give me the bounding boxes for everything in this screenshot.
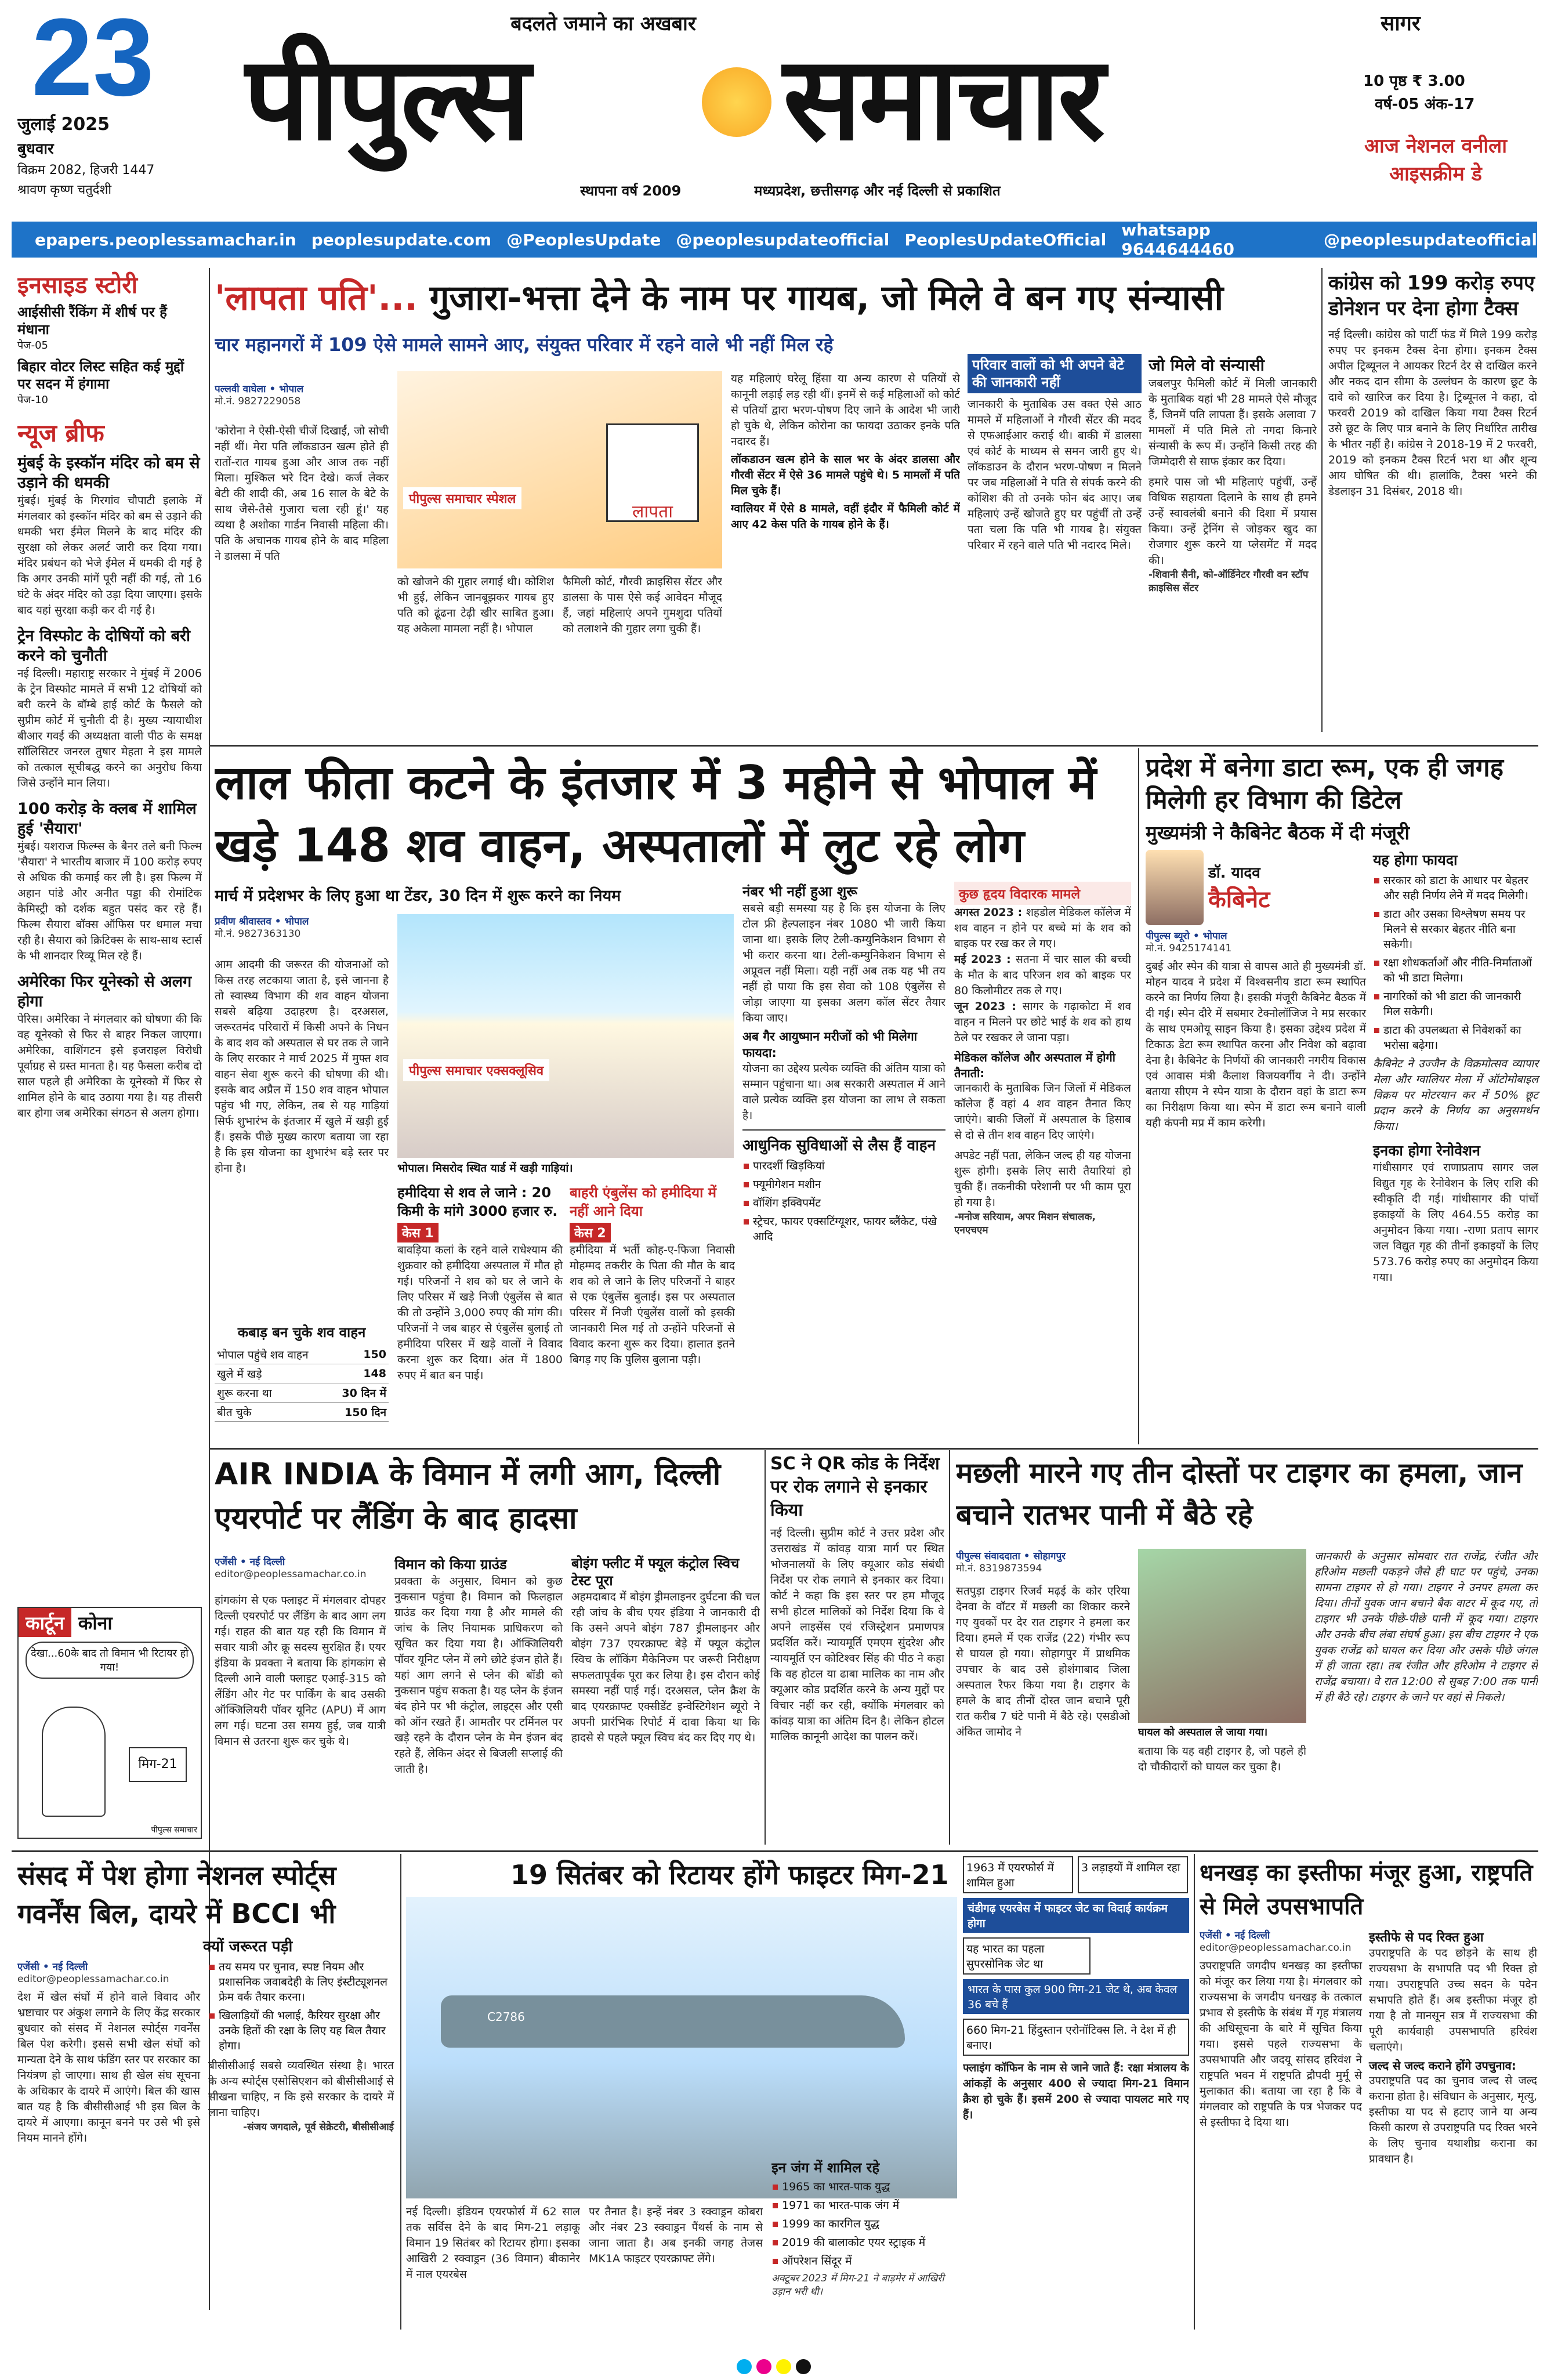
facility-item: पारदर्शी खिड़कियां bbox=[742, 1158, 945, 1173]
logo-pen-icon bbox=[702, 67, 771, 137]
inside-item-1: आईसीसी रैंकिंग में शीर्ष पर हैं मंधाना bbox=[17, 304, 167, 338]
mig-facts: 1963 में एयरफोर्स में शामिल हुआ 3 लड़ाइयों में शामिल रहा चंडीगढ़ एयरबेस में फाइटर जेट का विदाई कार्यक्रम होगा यह भारत का पहला सुपरसोनिक जेट था भारत के पास कुल 900 मिग-21 जेट थे, अब केवल 36 बचे हैं 660 मिग-21 हिंदुस्तान एरोनॉटिक्स लि. ने देश में ही बनाए। फ्लाइंग कॉफिन के नाम से जाने जाते हैं: रक्षा मंत्रालय के आंकड़ों के अनुसार 400 से ज्यादा मिग-21 विमान क्रैश हो चुके हैं। इसमें 200 से ज्यादा पायलट मारे गए हैं। bbox=[963, 1856, 1189, 2326]
social-bar bbox=[12, 222, 1537, 258]
story2-col-4: कुछ हृदय विदारक मामले अगस्त 2023 : शहडोल मेडिकल कॉलेज में शव वाहन न होने पर बच्चे मां के शव को बाइक पर रख कर ले गए। मई 2023 : सतना में चार साल की बच्ची के मौत के बाद परिजन शव को बाइक पर 80 किलोमीटर तक ले गए। जून 2023 : सागर के गढ़ाकोटा में शव वाहन न मिलने पर छोटे भाई के शव को हाथ ठेले पर रखकर ले जाना पड़ा। मेडिकल कॉलेज और अस्पताल में होगी तैनाती: जानकारी के मुताबिक जिन जिलों में मेडिकल कॉलेज हैं वहां 4 शव वाहन तैनात किए जाएंगे। बाकी जिलों में अस्पताल के हिसाब से दो से तीन शव वाहन दिए जाएंगे। अपडेट नहीं पता, लेकिन जल्द ही यह योजना शुरू होगी। इसके लिए सारी तैयारियां हो चुकी हैं। तकनीकी परेशानी पर भी काम पूरा हो गया है। -मनोज सरियाम, अपर मिशन संचालक, एनएचएम bbox=[954, 882, 1131, 1433]
dhankhar-story: धनखड़ का इस्तीफा मंजूर हुआ, राष्ट्रपति से मिले उपसभापति एजेंसी • नई दिल्ली editor@peoplessamachar.co.in उपराष्ट्रपति जगदीप धनखड़ का इस्तीफा को मंजूर कर लिया गया है। मंगलवार को राज्यसभा के जगदीप धनखड़ के तत्काल प्रभाव से इस्तीफे के संबंध में गृह मंत्रालय की अधिसूचना के बारे में सूचित किया गया। इससे पहले राज्यसभा के उपसभापति और जदयू सांसद हरिवंश ने राष्ट्रपति भवन में राष्ट्रपति द्रौपदी मुर्मू से मुलाकात की। बताया जा रहा है कि वे मंगलवार को राष्ट्रपति के पत्र भेजकर पद से इस्तीफा दे दिया था। इस्तीफे से पद रिक्त हुआ उपराष्ट्रपति के पद छोड़ने के साथ ही राज्यसभा के सभापति पद भी रिक्त हो गया। उपराष्ट्रपति उच्च सदन के पदेन सभापति होते हैं। अब इस्तीफा मंजूर हो गया है तो मानसून सत्र में राज्यसभा की पूरी कार्यवाही उपसभापति हरिवंश चलाएंगे। जल्द से जल्द कराने होंगे उपचुनाव: उपराष्ट्रपति पद का चुनाव जल्द से जल्द कराना होता है। संविधान के अनुसार, मृत्यु, इस्तीफा या पद से हटाए जाने या अन्य किसी कारण से उपराष्ट्रपति पद रिक्त भरने के लिए चुनाव यथाशीघ्र कराना का प्रावधान है। bbox=[1200, 1860, 1537, 2165]
brief-3-body: मुंबई। यशराज फिल्म्स के बैनर तले बनी फिल्म 'सैयारा' ने भारतीय बाजार में 100 करोड़ रुपए से अधिक की कमाई कर ली है। इस फिल्म में अहान पांडे और अनीत पड्डा की रोमांटिक केमिस्ट्री को दर्शक बहुत पसंद कर रहे हैं। फिल्म सैयारा बॉक्स ऑफिस पर धमाल मचा रही है। सैयारा को क्रिटिक्स के साथ-साथ स्टार्स के भी शानदार रिव्यू मिल रहे हैं। bbox=[17, 840, 202, 962]
story2-col-1: आम आदमी की जरूरत की योजनाओं को किस तरह लटकाया जाता है, इसे जानना है तो स्वास्थ्य विभाग की शव वाहन योजना सबसे बढ़िया उदाहरण है। दरअसल, जरूरतमंद परिवारों में किसी अपने के निधन के बाद शव को अस्पताल से घर तक ले जाने के लिए सरकार ने मार्च 2025 में मुफ्त शव वाहन सेवा शुरू करने की घोषणा की थी। इसके बाद अप्रैल में 150 शव वाहन भोपाल पहुंच भी गए, लेकिन, तब से यह गाड़ियां सिर्फ शुभारंभ के इंतजार में खुले में खड़ी हुई हैं। इसके पीछे मुख्य कारण बताया जा रहा है कि इस योजना का शुभारंभ बड़े स्तर पर होना है। bbox=[215, 958, 389, 1175]
inside-title: इनसाइड स्टोरी bbox=[17, 272, 138, 299]
whatsapp-link[interactable]: whatsapp 9644644460 bbox=[1121, 222, 1235, 258]
lead-col-4: यह महिलाएं घरेलू हिंसा या अन्य कारण से पतियों से कानूनी लड़ाई लड़ रही थीं। इनमें से कई महिलाओं को कोर्ट से पतियों द्वारा भरण-पोषण दिए जाने के आदेश भी जारी हो चुके थे, लेकिन कोरोना का फायदा उठाकर इनके पति नदारद हैं। लॉकडाउन खत्म होने के साल भर के अंदर डालसा और गौरवी सेंटर में ऐसे 36 मामले पहुंचे थे। 5 मामलों में पति मिल चुके हैं। ग्वालियर में ऐसे 8 मामले, वहीं इंदौर में फैमिली कोर्ट में आए 42 केस पति के गायब होने के हैं। bbox=[731, 372, 960, 531]
inside-item-2: बिहार वोटर लिस्ट सहित कई मुद्दों पर सदन में हंगामा bbox=[17, 358, 184, 392]
tiger-photo bbox=[1138, 1549, 1306, 1723]
case-item: मई 2023 : सतना में चार साल की बच्ची के मौत के बाद परिजन शव को बाइक पर 80 किलोमीटर तक ले गए। bbox=[954, 953, 1131, 997]
facebook-link[interactable]: PeoplesUpdateOfficial bbox=[904, 230, 1107, 249]
date-weekday: बुधवार bbox=[17, 140, 54, 158]
brief-2-body: नई दिल्ली। महाराष्ट्र सरकार ने मुंबई में 2006 के ट्रेन विस्फोट मामले में सभी 12 दोषियों को बरी करने के बॉम्बे हाई कोर्ट के फैसले को सुप्रीम कोर्ट में चुनौती दी है। मुख्य न्यायाधीश बीआर गवई की अध्यक्षता वाली पीठ के समक्ष सॉलिसिटर जनरल तुषार मेहता ने इस मामले को तत्काल सूचीबद्ध करने का अनुरोध किया जिसे उन्होंने मान लिया। bbox=[17, 667, 202, 789]
brief-4-body: पेरिस। अमेरिका ने मंगलवार को घोषणा की कि वह यूनेस्को से फिर से बाहर निकल जाएगा। अमेरिका, वाशिंगटन इसे इजराइल विरोधी पूर्वाग्रह से ग्रस्त मानता है। यह फैसला करीब दो साल पहले ही अमेरिका के यूनेस्को में फिर से शामिल होने के बाद उठाया गया है। यह तीसरी बार होगा जब अमेरिका संगठन से अलग होगा। bbox=[17, 1013, 202, 1120]
lead-col-1: 'कोरोना ने ऐसी-ऐसी चीजें दिखाईं, जो सोची नहीं थीं। मेरा पति लॉकडाउन खत्म होते ही रातों-रात गायब हुआ और आज तक नहीं मिला। मुश्किल भरे दिन देखे। कर्ज लेकर बेटी की शादी की, अब 16 साल के बेटे के साथ जैसे-तैसे गुजारा चला रही हूं।' यह व्यथा है अशोका गार्डन निवासी महिला की। पति के अचानक गायब होने के बाद महिला ने डालसा में पति bbox=[215, 425, 389, 563]
registration-strip bbox=[0, 2355, 1547, 2378]
case-item: जून 2023 : सागर के गढ़ाकोटा में शव वाहन न मिलने पर छोटे भाई के शव को हाथ ठेले पर रखकर ले जाना पड़ा। bbox=[954, 1000, 1131, 1044]
inside-page-2: पेज-10 bbox=[17, 394, 48, 406]
brief-title: न्यूज ब्रीफ bbox=[17, 419, 104, 447]
benefit-item: सरकार को डाटा के आधार पर बेहतर और सही निर्णय लेने में मदद मिलेगी। bbox=[1373, 873, 1538, 903]
benefit-item: रक्षा शोधकर्ताओं और नीति-निर्माताओं को भी डाटा मिलेगा। bbox=[1373, 955, 1538, 986]
web-link[interactable]: peoplesupdate.com bbox=[311, 230, 492, 249]
war-item: ऑपरेशन सिंदूर में bbox=[771, 2254, 957, 2269]
logo-title-left: पीपुल्स bbox=[244, 32, 528, 166]
mig-photo bbox=[406, 1897, 957, 2198]
date-day: 23 bbox=[31, 8, 154, 119]
airindia-col-3: बोइंग फ्लीट में फ्यूल कंट्रोल स्विच टेस्ट पूरा अहमदाबाद में बोइंग ड्रीमलाइनर दुर्घटना की चल रही जांच के बीच एयर इंडिया ने जानकारी दी कि उसने अपने बोइंग 787 ड्रीमलाइनर और बोइंग 737 एयरक्राफ्ट बेड़े में फ्यूल कंट्रोल स्विच के लॉकिंग मैकेनिज्म पर जरूरी निरीक्षण सफलतापूर्वक पूरा कर लिया है। इस दौरान कोई समस्या नहीं पाई गई। दरअसल, प्लेन क्रैश के बाद एयरक्राफ्ट एक्सीडेंट इन्वेस्टिगेशन ब्यूरो ने अपनी प्रारंभिक रिपोर्ट में दावा किया था कि हादसे से पहले फ्यूल स्विच बंद कर दिए गए थे। bbox=[571, 1555, 760, 1744]
story2-sub: मार्च में प्रदेशभर के लिए हुआ था टेंडर, 30 दिन में शुरू करने का नियम bbox=[215, 887, 621, 905]
airindia-byline: एजेंसी • नई दिल्ली editor@peoplessamachar.co.in bbox=[215, 1556, 367, 1580]
special-day: आज नेशनल वनीला आइसक्रीम डे bbox=[1364, 135, 1507, 186]
brief-2-head: ट्रेन विस्फोट के दोषियों को बरी करने को चुनौती bbox=[17, 627, 191, 665]
airindia-headline: AIR INDIA के विमान में लगी आग, दिल्ली एयरपोर्ट पर लैंडिंग के बाद हादसा bbox=[215, 1457, 721, 1536]
war-item: 1971 का भारत-पाक जंग में bbox=[771, 2198, 957, 2213]
masthead-established: स्थापना वर्ष 2009 bbox=[580, 183, 682, 199]
benefit-item: डाटा और उसका विश्लेषण समय पर मिलने से सरकार बेहतर नीति बना सकेगी। bbox=[1373, 907, 1538, 952]
story2-col-3: नंबर भी नहीं हुआ शुरू सबसे बड़ी समस्या यह है कि इस योजना के लिए टोल फ्री हेल्पलाइन नंबर 1080 भी जारी किया जाना था। इसके लिए टेली-कम्युनिकेशन विभाग से भी करार करना था। टेली-कम्युनिकेशन विभाग से अप्रूवल नहीं मिला। यही नहीं अब तक यह भी तय नहीं हो पाया कि इस सेवा को 108 एंबुलेंस से जोड़ा जाएगा या इसका अलग कॉल सेंटर तैयार किया जाए। अब गैर आयुष्मान मरीजों को भी मिलेगा फायदा: योजना का उद्देश्य प्रत्येक व्यक्ति की अंतिम यात्रा को सम्मान पहुंचाना था। अब सरकारी अस्पताल में आने वाले प्रत्येक व्यक्ति इस योजना का लाभ ले सकता है। आधुनिक सुविधाओं से लैस हैं वाहन पारदर्शी खिड़कियां फ्यूमीगेशन मशीन वॉशिंग इक्विपमेंट स्ट्रेचर, फायर एक्सटिंग्यूशर, फायर ब्लैंकेट, पंखे आदि bbox=[742, 883, 945, 1243]
date-tithi: श्रावण कृष्ण चतुर्दशी bbox=[17, 183, 112, 197]
brief-1-head: मुंबई के इस्कॉन मंदिर को बम से उड़ाने की धमकी bbox=[17, 454, 200, 492]
story2-byline: प्रवीण श्रीवास्तव • भोपाल मो.नं. 9827363130 bbox=[215, 916, 309, 940]
war-item: 2019 की बालाकोट एयर स्ट्राइक में bbox=[771, 2235, 957, 2250]
congress-story: कांग्रेस को 199 करोड़ रुपए डोनेशन पर देना होगा टैक्स नई दिल्ली। कांग्रेस को पार्टी फंड में मिले 199 करोड़ रुपए पर इनकम टैक्स देना होगा। इनकम टैक्स अपील ट्रिब्यूनल ने आयकर रिटर्न देर से दाखिल करने और नकद दान सीमा के उल्लंघन के कारण छूट के दावे को खारिज कर दिया है। ट्रिब्यूनल ने कहा, दो फरवरी 2019 को दाखिल किया गया टैक्स रिटर्न उसे छूट के लिए पात्र बनाने के लिए निर्धारित तारीख के भीतर नहीं है। कांग्रेस ने 2018-19 में 2 फरवरी, 2019 को इनकम टैक्स रिटर्न भरा था और शून्य आय घोषित की थी। हालांकि, टैक्स भरने की डेडलाइन 31 दिसंबर, 2018 थी। bbox=[1328, 271, 1537, 498]
sc-story: SC ने QR कोड के निर्देश पर रोक लगाने से इनकार किया नई दिल्ली। सुप्रीम कोर्ट ने उत्तर प्रदेश और उत्तराखंड में कांवड़ यात्रा मार्ग पर स्थित भोजनालयों के लिए क्यूआर कोड संबंधी निर्देश पर रोक लगाने से इनकार कर दिया। कोर्ट ने कहा कि इस स्तर पर हम मौजूद सभी होटल मालिकों को निर्देश दिया कि वे अपने लाइसेंस एवं रजिस्ट्रेशन प्रमाणपत्र प्रदर्शित करें। न्यायमूर्ति एमएम सुंदरेश और न्यायमूर्ति एन कोटिश्वर सिंह की पीठ ने कहा कि वह होटल या ढाबा मालिक का नाम और क्यूआर कोड प्रदर्शित करने के अन्य मुद्दों पर विचार नहीं कर रही, क्योंकि मंगलवार को कांवड़ यात्रा का अंतिम दिन है। लेकिन होटल मालिक कानूनी आदेश का पालन करें। bbox=[770, 1454, 944, 1743]
story2-photo-label: पीपुल्स समाचार एक्सक्लूसिव bbox=[403, 1059, 549, 1081]
sports-point: खिलाड़ियों की भलाई, कैरियर सुरक्षा और उनके हितों की रक्षा के लिए यह बिल तैयार होगा। bbox=[208, 2008, 394, 2053]
cartoon-credit: पीपुल्स समाचार bbox=[151, 1825, 197, 1835]
sports-point: तय समय पर चुनाव, स्पष्ट नियम और प्रशासनिक जवाबदेही के लिए इंस्टीट्यूशनल फ्रेम वर्क तैयार करना। bbox=[208, 1959, 394, 2005]
epaper-link[interactable]: epapers.peoplessamachar.in bbox=[35, 230, 296, 249]
airindia-col-1: हांगकांग से एक फ्लाइट में मंगलवार दोपहर दिल्ली एयरपोर्ट पर लैंडिंग के बाद आग लग गई। राहत की बात यह रही कि विमान में सवार यात्री और क्रू सदस्य सुरक्षित हैं। एयर इंडिया के प्रवक्ता ने बताया कि हांगकांग से दिल्ली आने वाली फ्लाइट एआई-315 को लैंडिंग और गेट पर पार्किंग के बाद उसकी ऑक्जिलियरी पॉवर यूनिट (APU) में आग लग गई। घटना उस समय हुई, जब यात्री विमान से उतरना शुरू कर चुके थे। bbox=[215, 1594, 386, 1748]
story2-table: कबाड़ बन चुके शव वाहन भोपाल पहुंचे शव वाहन 150 खुले में खड़े 148 शुरू करना था 30 दिन में बीत चुके 150 दिन bbox=[215, 1323, 389, 1433]
story2-photo bbox=[397, 914, 734, 1158]
table-row: शुरू करना था 30 दिन में bbox=[215, 1383, 389, 1403]
cartoon-board: मिग-21 bbox=[129, 1747, 187, 1782]
table-row: भोपाल पहुंचे शव वाहन 150 bbox=[215, 1345, 389, 1364]
tiger-byline: पीपुल्स संवाददाता • सोहागपुर मो.नं. 8319873594 bbox=[956, 1551, 1066, 1574]
brief-3-head: 100 करोड़ के क्लब में शामिल हुई 'सैयारा' bbox=[17, 800, 197, 838]
dataroom-story: प्रदेश में बनेगा डाटा रूम, एक ही जगह मिलेगी हर विभाग की डिटेल मुख्यमंत्री ने कैबिनेट बैठक में दी मंजूरी डॉ. यादव कैबिनेट पीपुल्स ब्यूरो • भोपाल मो.नं. 9425174141 दुबई और स्पेन की यात्रा से वापस आते ही मुख्यमंत्री डॉ. मोहन यादव ने प्रदेश में विश्वसनीय डाटा रूम स्थापित करने का निर्णय लिया है। इसकी मंजूरी कैबिनेट बैठक में दी गई। स्पेन दौरे में सबमार टेक्नोलॉजिज ने मप्र सरकार के साथ एमओयू साइन किया है। इसका उद्देश्य प्रदेश में टिकाऊ डेटा रूम स्थापित करना और निवेश को बढ़ावा देना है। कैबिनेट के निर्णयों की जानकारी नगरीय विकास एवं आवास मंत्री कैलाश विजयवर्गीय ने दी। उन्होंने बताया सीएम ने स्पेन यात्रा के दौरान वहां के डाटा रूम का निरीक्षण किया था। स्पेन में डाटा रूम बनाने वाली यही कंपनी मप्र में काम करेगी। यह होगा फायदा सरकार को डाटा के आधार पर बेहतर और सही निर्णय लेने में मदद मिलेगी। डाटा और उसका विश्लेषण समय पर मिलने से सरकार बेहतर नीति बना सकेगी। रक्षा शोधकर्ताओं और नीति-निर्माताओं को भी डाटा मिलेगा। नागरिकों को भी डाटा की जानकारी मिल सकेगी। डाटा की उपलब्धता से निवेशकों का भरोसा बढ़ेगा। कैबिनेट ने उज्जैन के विक्रमोत्सव व्यापार मेला और ग्वालियर मेला में ऑटोमोबाइल विक्रय पर मोटरयान कर में 50% छूट प्रदान करने के निर्णय का अनुसमर्थन किया। इनका होगा रेनोवेशन गांधीसागर एवं राणाप्रताप सागर जल विद्युत गृह के रेनोवेशन के लिए राशि की स्वीकृति दी गई। गांधीसागर की पांचों इकाइयों के लिए 464.55 करोड़ का अनुमोदन किया गया। -राणा प्रताप सागर जल विद्युत गृह की तीनों इकाइयों के लिए 573.76 करोड़ रुपए का अनुमोदन किया गया। bbox=[1146, 753, 1538, 1284]
lead-box-1: परिवार वालों को भी अपने बेटे की जानकारी नहीं जानकारी के मुताबिक उस वक्त ऐसे आठ मामले में महिलाओं ने गौरवी सेंटर की मदद से एफआईआर कराई थी। बाकी में डालसा एवं कोर्ट के माध्यम से समन जारी हुए थे। लॉकडाउन के दौरान भरण-पोषण न मिलने पर जब महिलाओं ने पति से संपर्क करने की कोशिश की तो उनके फोन बंद आए। जब महिलाएं उन्हें खोजते हुए घर पहुंचीं तो उन्हें पता चला कि पति भी गायब है। संयुक्त परिवार में रहने वाले पति भी नदारद मिले। bbox=[968, 354, 1142, 737]
story2-headline: लाल फीता कटने के इंतजार में 3 महीने से भोपाल में खड़े 148 शव वाहन, अस्पतालों में लुट रहे लोग bbox=[215, 756, 1096, 872]
cartoon-box bbox=[17, 1607, 202, 1839]
date-samvat: विक्रम 2082, हिजरी 1447 bbox=[17, 163, 155, 177]
inside-page-1: पेज-05 bbox=[17, 339, 48, 352]
masthead-tagline: बदलते जमाने का अखबार bbox=[510, 12, 696, 35]
facility-item: फ्यूमीगेशन मशीन bbox=[742, 1177, 945, 1192]
mig-wars: इन जंग में शामिल रहे 1965 का भारत-पाक युद्ध 1971 का भारत-पाक जंग में 1999 का कारगिल युद्ध 2019 की बालाकोट एयर स्ट्राइक में ऑपरेशन सिंदूर में अक्टूबर 2023 में मिग-21 ने बाड़मेर में आखिरी उड़ान भरी थी। bbox=[771, 2158, 957, 2326]
story2-caption: भोपाल। मिसरोद स्थित यार्ड में खड़ी गाड़ियां। bbox=[397, 1162, 573, 1175]
masthead-logo bbox=[244, 32, 1346, 172]
lead-box-2: जो मिले वो संन्यासी जबलपुर फैमिली कोर्ट में मिली जानकारी के मुताबिक यहां भी 28 मामले ऐसे मौजूद हैं, जिनमें पति लापता हैं। इसके अलावा 7 मामलों में पति मिले तो नगदा किनारे संन्यासी के रूप में। उन्होंने किसी तरह की जिम्मेदारी से साफ इंकार कर दिया। हमारे पास जो भी महिलाएं पहुंचीं, उन्हें विधिक सहायता दिलाने के साथ ही हमने उन्हें स्वावलंबी बनाने की दिशा में प्रयास किया। उन्हें ट्रेनिंग से जोड़कर खुद का रोजगार शुरू करने या प्लेसमेंट में मदद की। -शिवानी सैनी, को-ऑर्डिनेटर गौरवी वन स्टॉप क्राइसिस सेंटर bbox=[1149, 356, 1317, 594]
lead-col-3: फैमिली कोर्ट, गौरवी क्राइसिस सेंटर और डालसा के पास ऐसे कई आवेदन मौजूद हैं, जहां महिलाएं अपने गुमशुदा पतियों को तलाशने की गुहार लगा चुकी हैं। bbox=[563, 575, 722, 635]
benefit-item: नागरिकों को भी डाटा की जानकारी मिल सकेगी। bbox=[1373, 989, 1538, 1019]
sports-story: संसद में पेश होगा नेशनल स्पोर्ट्स गवर्नेंस बिल, दायरे में BCCI भी क्यों जरूरत पड़ी एजेंसी • नई दिल्ली editor@peoplessamachar.co.in देश में खेल संघों में होने वाले विवाद और भ्रष्टाचार पर अंकुश लगाने के लिए केंद्र सरकार बुधवार को संसद में नेशनल स्पोर्ट्स गवर्नेंस बिल पेश करेगी। इससे सभी खेल संघों को मान्यता देने के साथ फंडिंग स्तर पर सरकार का नियंत्रण हो जाएगा। साथ ही खेल संघ सूचना के अधिकार के दायरे में आएंगे। बिल की खास बात यह है कि बीसीसीआई भी इस बिल के दायरे में आएगा। कानून बनने पर उसे भी इसे नियम मानने होंगे। तय समय पर चुनाव, स्पष्ट नियम और प्रशासनिक जवाबदेही के लिए इंस्टीट्यूशनल फ्रेम वर्क तैयार करना। खिलाड़ियों की भलाई, कैरियर सुरक्षा और उनके हितों की रक्षा के लिए यह बिल तैयार होगा। बीसीसीआई सबसे व्यवस्थित संस्था है। भारत के अन्य स्पोर्ट्स एसोसिएशन को बीसीसीआई से सीखना चाहिए, न कि इसे सरकार के दायरे में लाना चाहिए। -संजय जगदाले, पूर्व सेक्रेटरी, बीसीसीआई bbox=[17, 1860, 394, 2144]
date-block bbox=[17, 8, 238, 200]
cartoon-label-b: कोना bbox=[78, 1612, 113, 1634]
masthead-price: 10 पृष्ठ ₹ 3.00 bbox=[1363, 73, 1465, 90]
airindia-col-2: विमान को किया ग्राउंड प्रवक्ता के अनुसार, विमान को कुछ नुकसान पहुंचा है। विमान को फिलहाल ग्राउंड कर दिया गया है और मामले की जांच के लिए नियामक प्राधिकरण को सूचित कर दिया गया है। ऑक्जिलियरी पॉवर यूनिट प्लेन में लगे छोटे इंजन होते हैं। यहां आग लगने से प्लेन की बॉडी को नुकसान पहुंच सकता है। यह प्लेन के इंजन बंद होने पर भी कंट्रोल, लाइट्स और एसी को ऑन रखते हैं। आमतौर पर टर्मिनल पर खड़े रहने के दौरान प्लेन के मेन इंजन बंद रहते हैं, लेकिन अंदर से बिजली सप्लाई की जाती है। bbox=[394, 1556, 563, 1776]
youtube-link[interactable]: @peoplesupdateofficial bbox=[1323, 230, 1537, 249]
tiger-caption: घायल को अस्पताल ले जाया गया। bbox=[1138, 1726, 1268, 1738]
facility-item: वॉशिंग इक्विपमेंट bbox=[742, 1196, 945, 1211]
lead-photo bbox=[397, 371, 722, 568]
mig-jet-code: C2786 bbox=[487, 2010, 525, 2024]
lead-poster: लापता bbox=[606, 423, 699, 522]
mig-headline: 19 सितंबर को रिटायर होंगे फाइटर मिग-21 bbox=[510, 1859, 949, 1890]
tiger-right: जानकारी के अनुसार सोमवार रात राजेंद्र, रंजीत और हरिओम मछली पकड़ने जैसे ही घाट पर पहुंचे, उनका सामना टाइगर से हो गया। टाइगर ने उनपर हमला कर दिया। तीनों युवक जान बचाने बैक वाटर में कूद गए, तो टाइगर भी उनके पीछे-पीछे पानी में कूद गया। टाइगर और उनके बीच लंबा संघर्ष हुआ। इस बीच टाइगर ने एक युवक राजेंद्र को घायल कर दिया और उसके पीछे जंगल में ही जाता रहा। तब रंजीत और हरिओम ने टाइगर से राजेंद्र बचाया। वे रात 12:00 से सुबह 7:00 तक पानी में ही बैठे रहे। टाइगर के जाने पर वहां से निकले। bbox=[1314, 1550, 1538, 1704]
cartoon-bubble: देखा...60के बाद तो विमान भी रिटायर हो गया! bbox=[26, 1642, 194, 1679]
story2-sub2: बाहरी एंबुलेंस को हमीदिया में नहीं आने दिया केस 2 हमीदिया में भर्ती कोह-ए-फिजा निवासी मोहम्मद तकरीर के पिता की मौत के बाद शव को ले जाने के लिए परिजनों ने बाहर से एक एंबुलेंस बुलाई। इस पर अस्पताल परिसर में निजी एंबुलेंस वालों को इसकी जानकारी मिल गई तो उन्होंने परिजनों से विवाद करना शुरू कर दिया। हालात इतने बिगड़ गए कि पुलिस बुलाना पड़ी। bbox=[570, 1184, 735, 1366]
brief-1-body: मुंबई। मुंबई के गिरगांव चौपाटी इलाके में मंगलवार को इस्कॉन मंदिर को बम से उड़ाने की धमकी भरा ईमेल मिलने के बाद मंदिर की सुरक्षा को लेकर अलर्ट जारी कर दिया गया। मंदिर प्रबंधन को भेजे ईमेल में धमकी दी गई है कि अगर उनकी मांगें पूरी नहीं की गई, तो 16 घंटे के अंदर मंदिर को उड़ा दिया जाएगा। इसके बाद यहां सुरक्षा कड़ी कर दी गई है। bbox=[17, 494, 202, 617]
lead-headline-quote: 'लापता पति'... bbox=[215, 278, 418, 318]
x-link[interactable]: @PeoplesUpdate bbox=[506, 230, 661, 249]
facility-item: स्ट्रेचर, फायर एक्सटिंग्यूशर, फायर ब्लैंकेट, पंखे आदि bbox=[742, 1214, 945, 1244]
lead-headline-text: गुजारा-भत्ता देने के नाम पर गायब, जो मिले वे बन गए संन्यासी bbox=[429, 278, 1224, 318]
story2-sub1: हमीदिया से शव ले जाने : 20 किमी के मांगे 3000 हजार रु. केस 1 बावड़िया कलां के रहने वाले राधेश्याम की शुक्रवार को हमीदिया अस्पताल में मौत हो गई। परिजनों ने शव को घर ले जाने के लिए परिसर में खड़े निजी एंबुलेंस से बात की तो उन्होंने 3,000 रुपए की मांग की। परिजनों ने जब बाहर से एंबुलेंस बुलाई तो हमीदिया परिसर में खड़े वालों ने विवाद करना शुरू कर दिया। अंत में 1800 रुपए में बात बन पाई। bbox=[397, 1184, 563, 1382]
lead-photo-label: पीपुल्स समाचार स्पेशल bbox=[403, 487, 521, 509]
benefit-item: डाटा की उपलब्धता से निवेशकों का भरोसा बढ़ेगा। bbox=[1373, 1023, 1538, 1053]
minister-photo bbox=[1146, 850, 1204, 925]
lead-sub: चार महानगरों में 109 ऐसे मामले सामने आए, संयुक्त परिवार में रहने वाले भी नहीं मिल रहे bbox=[215, 334, 834, 356]
mig-body-2: पर तैनात है। इन्हें नंबर 3 स्क्वाड्रन कोबरा और नंबर 23 स्क्वाड्रन पैंथर्स के नाम से जाना जाता है। अब इनकी जगह तेजस MK1A फाइटर एयरक्राफ्ट लेंगे। bbox=[589, 2205, 763, 2265]
cartoon-label-a: कार्टून bbox=[19, 1608, 71, 1637]
mig-body-1: नई दिल्ली। इंडियन एयरफोर्स में 62 साल तक सर्विस देने के बाद मिग-21 लड़ाकू विमान 19 सितंबर को रिटायर होगा। इसका आखिरी 2 स्क्वाड्रन (36 विमान) बीकानेर में नाल एयरबेस bbox=[406, 2205, 580, 2281]
masthead-city: सागर bbox=[1381, 12, 1421, 35]
instagram-link[interactable]: @peoplesupdateofficial bbox=[676, 230, 890, 249]
lead-headline bbox=[215, 270, 1328, 328]
tiger-body-1: सतपुड़ा टाइगर रिजर्व मढ़ई के कोर एरिया देनवा के वॉटर में मछली का शिकार करने गए युवकों पर देर रात टाइगर ने हमला कर दिया। हमले में एक राजेंद्र (22) गंभीर रूप से घायल हो गया। सोहागपुर में प्राथमिक उपचार के बाद उसे होशंगाबाद जिला अस्पताल रैफर किया गया है। टाइगर के हमले के बाद तीनों दोस्त जान बचाने पूरी रात करीब 7 घंटे पानी में बैठे रहे। एसडीओ अंकित जामोद ने bbox=[956, 1585, 1130, 1738]
masthead-published: मध्यप्रदेश, छत्तीसगढ़ और नई दिल्ली से प्रकाशित bbox=[754, 183, 1001, 199]
brief-4-head: अमेरिका फिर यूनेस्को से अलग होगा bbox=[17, 973, 192, 1010]
lead-byline: पल्लवी वाघेला • भोपाल मो.नं. 9827229058 bbox=[215, 383, 304, 407]
table-row: बीत चुके 150 दिन bbox=[215, 1403, 389, 1422]
case-item: अगस्त 2023 : शहडोल मेडिकल कॉलेज में शव वाहन न होने पर बच्चे मां के शव को बाइक पर रख कर ले गए। bbox=[954, 906, 1131, 950]
tiger-body-2: बताया कि यह वही टाइगर है, जो पहले ही दो चौकीदारों को घायल कर चुका है। bbox=[1138, 1745, 1306, 1773]
lead-col-2: को खोजने की गुहार लगाई थी। कोशिश भी हुई, लेकिन जानबूझकर गायब हुए पति को ढूंढना टेढ़ी खीर साबित हुआ। यह अकेला मामला नहीं है। भोपाल bbox=[397, 575, 554, 635]
masthead-volume: वर्ष-05 अंक-17 bbox=[1375, 96, 1475, 113]
date-month: जुलाई 2025 bbox=[17, 114, 110, 135]
logo-title-right: समाचार bbox=[783, 32, 1103, 166]
table-row: खुले में खड़े 148 bbox=[215, 1364, 389, 1383]
war-item: 1999 का कारगिल युद्ध bbox=[771, 2216, 957, 2232]
war-item: 1965 का भारत-पाक युद्ध bbox=[771, 2179, 957, 2194]
tiger-headline: मछली मारने गए तीन दोस्तों पर टाइगर का हमला, जान बचाने रातभर पानी में बैठे रहे bbox=[956, 1457, 1523, 1531]
cartoon-figure bbox=[42, 1707, 106, 1817]
